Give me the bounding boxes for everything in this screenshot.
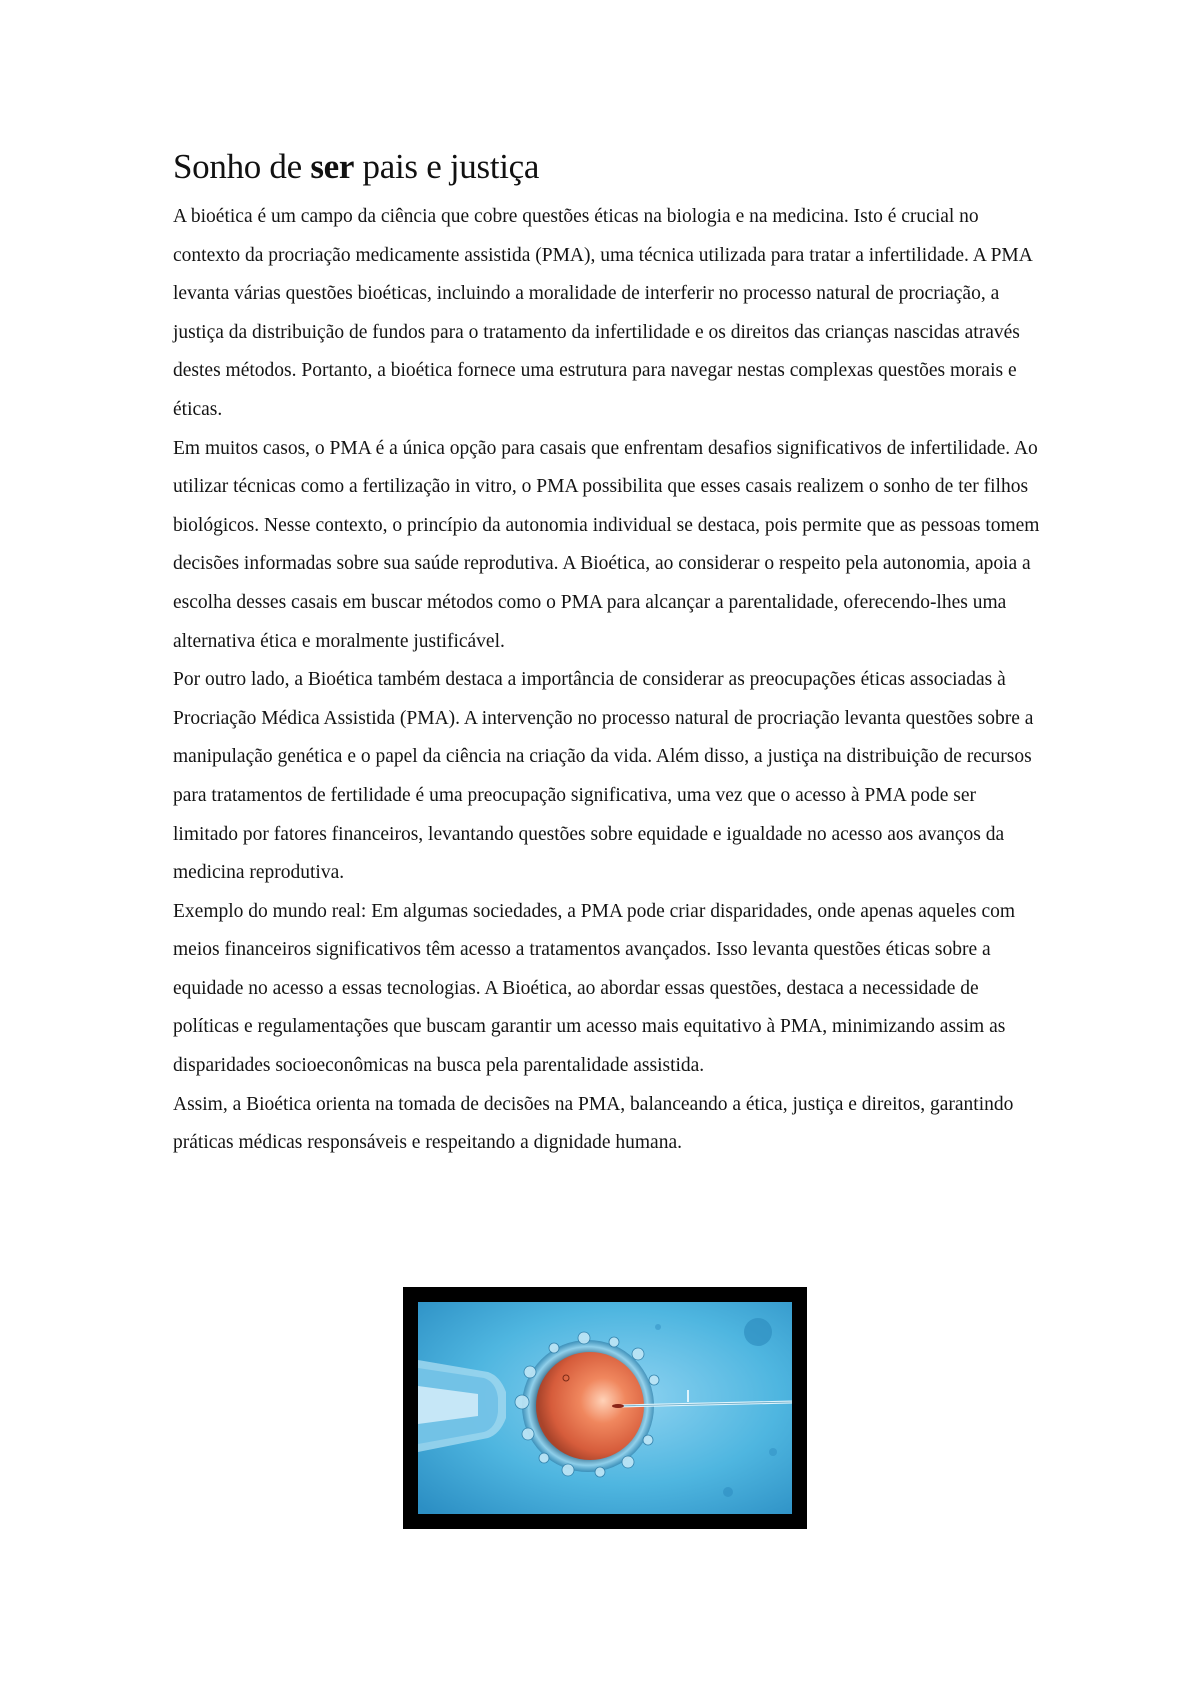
paragraph-2: Em muitos casos, o PMA é a única opção para casais que enfrentam desafios significativos de infertilidade. Ao utilizar técnicas como a fertilização in vitro, o PMA possibilita que esses casais realizem o sonho de ter filhos biológicos. Nesse contexto, o princípio da autonomia individual se destaca, pois permite que as pessoas tomem decisões informadas sobre sua saúde reprodutiva. A Bioética, ao considerar o respeito pela autonomia, apoia a escolha desses casais em buscar métodos como o PMA para alcançar a parentalidade, oferecendo-lhes uma alternativa ética e moralmente justificável. [173, 437, 1040, 652]
paragraph-1: A bioética é um campo da ciência que cobre questões éticas na biologia e na medicina. Isto é crucial no contexto da procriação medicamente assistida (PMA), uma técnica utilizada para tratar a infertilidade. A PMA levanta várias questões bioéticas, incluindo a moralidade de interferir no processo natural de procriação, a justiça da distribuição de fundos para o tratamento da infertilidade e os direitos das crianças nascidas através destes métodos. Portanto, a bioética fornece uma estrutura para navegar nestas complexas questões morais e éticas. [173, 206, 1032, 420]
title-part-1: Sonho de [173, 147, 311, 186]
document-body [173, 142, 1043, 1163]
paragraph-4: Exemplo do mundo real: Em algumas sociedades, a PMA pode criar disparidades, onde apenas aqueles com meios financeiros significativos têm acesso a tratamentos avançados. Isso levanta questões éticas sobre a equidade no acesso a essas tecnologias. A Bioética, ao abordar essas questões, destaca a necessidade de políticas e regulamentações que buscam garantir um acesso mais equitativo à PMA, minimizando assim as disparidades socioeconômicas na busca pela parentalidade assistida. [173, 900, 1016, 1077]
ivf-image-illustration [418, 1302, 792, 1514]
paragraph-5: Assim, a Bioética orienta na tomada de decisões na PMA, balanceando a ética, justiça e direitos, garantindo práticas médicas responsáveis e respeitando a dignidade humana. [173, 1093, 1014, 1154]
ivf-micro-injection-image [403, 1287, 807, 1529]
title-part-2: pais e justiça [354, 147, 540, 186]
paragraph-3: Por outro lado, a Bioética também destaca a importância de considerar as preocupações éticas associadas à Procriação Médica Assistida (PMA). A intervenção no processo natural de procriação levanta questões sobre a manipulação genética e o papel da ciência na criação da vida. Além disso, a justiça na distribuição de recursos para tratamentos de fertilidade é uma preocupação significativa, uma vez que o acesso à PMA pode ser limitado por fatores financeiros, levantando questões sobre equidade e igualdade no acesso aos avanços da medicina reprodutiva. [173, 669, 1034, 884]
title-bold-word: ser [310, 147, 355, 186]
document-title [173, 142, 1043, 192]
